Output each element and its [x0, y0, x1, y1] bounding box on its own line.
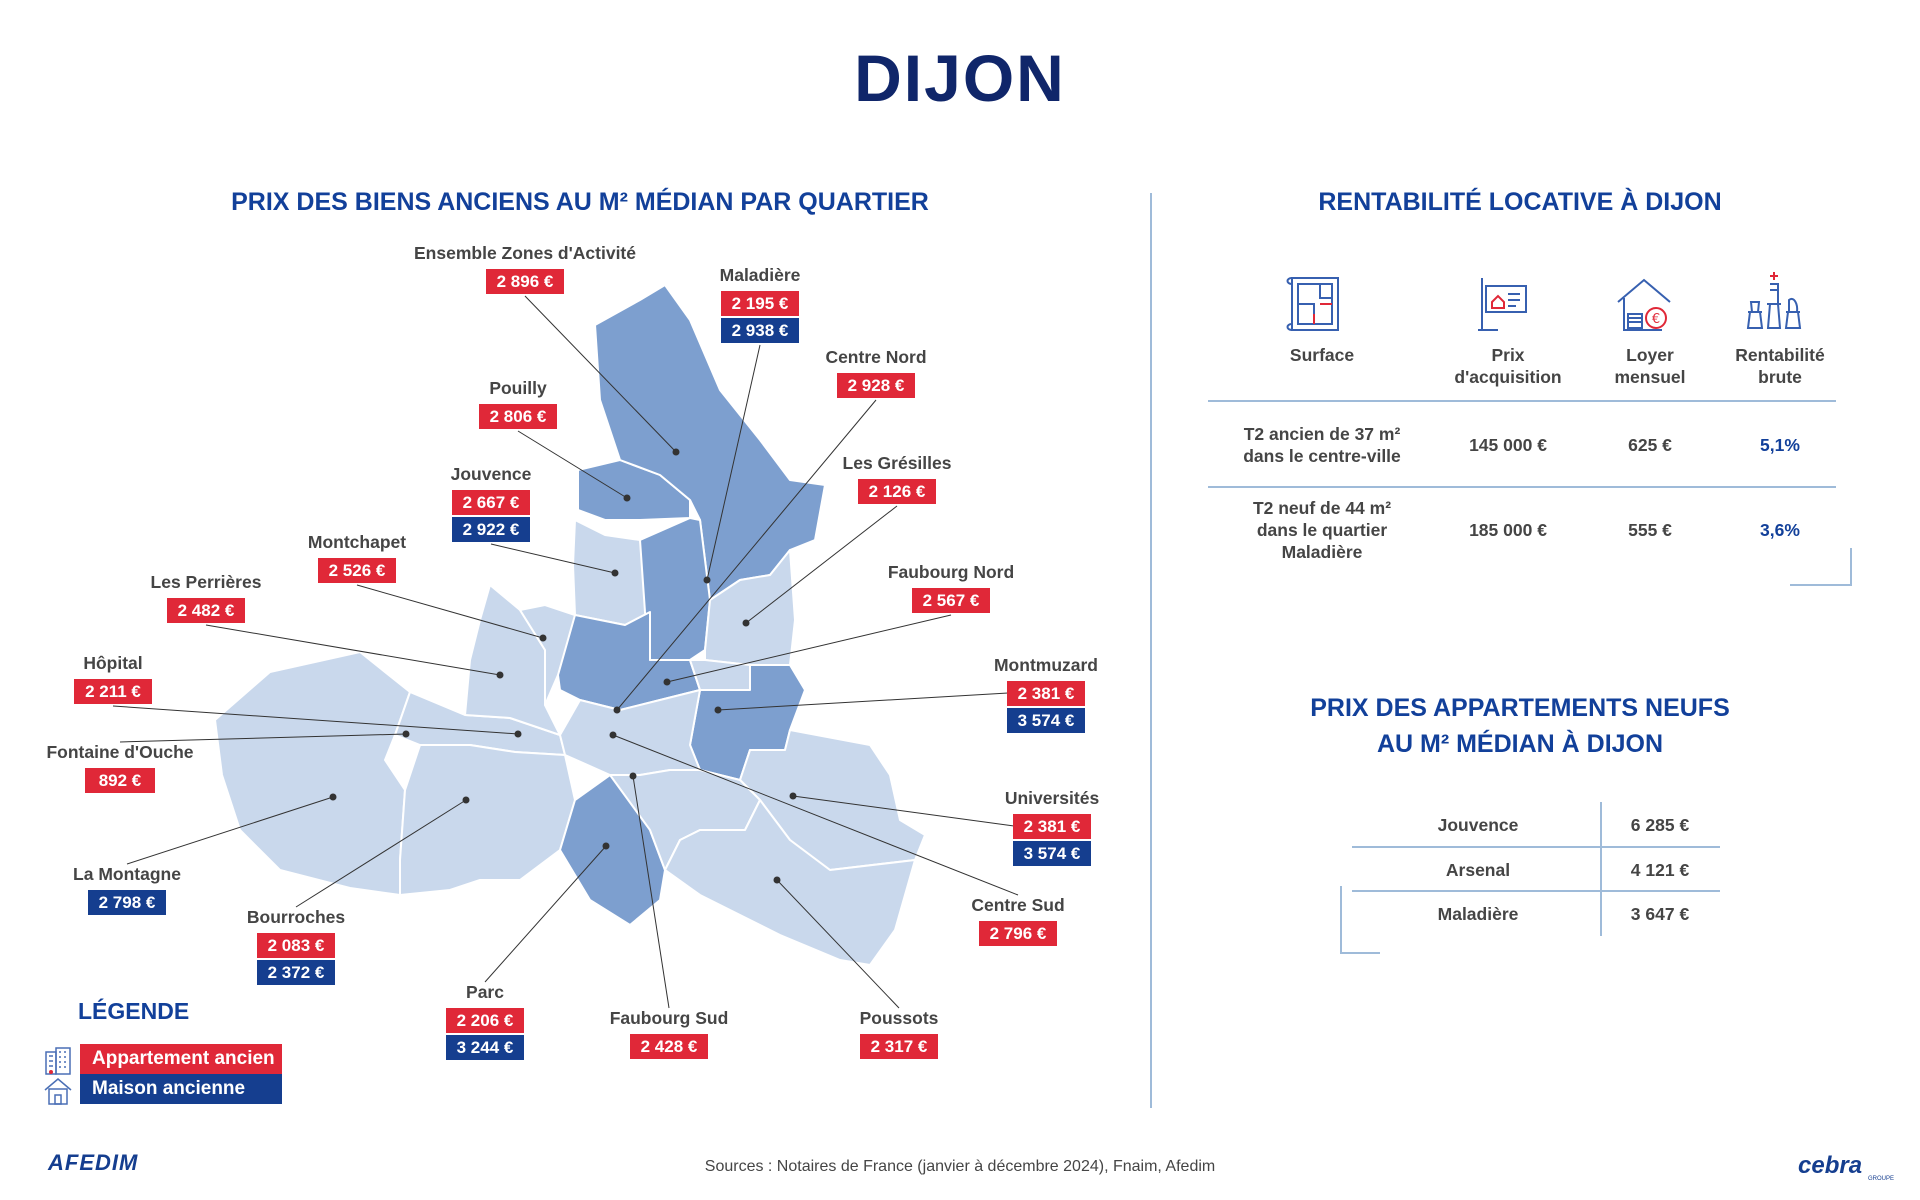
district-label-montchapet: Montchapet: [307, 532, 407, 552]
district-label-pouilly: Pouilly: [489, 378, 547, 398]
rental-section-title: RENTABILITÉ LOCATIVE À DIJON: [1318, 188, 1722, 216]
section-divider: [1150, 193, 1152, 1108]
district-label-la-montagne: La Montagne: [73, 864, 181, 884]
district-marker-montchapet: [540, 635, 547, 642]
district-label-bourroches: Bourroches: [246, 907, 346, 927]
district-label-montmuzard: Montmuzard: [993, 655, 1099, 675]
district-label-faubourg-sud: Faubourg Sud: [609, 1008, 729, 1028]
rental-surface-cell: T2 neuf de 44 m² dans le quartier Maladière: [1252, 498, 1392, 562]
rental-rent-cell: 625 €: [1628, 435, 1672, 455]
apartment-price-universites: 2 381 €: [1013, 814, 1091, 839]
district-marker-bourroches: [463, 797, 470, 804]
new-price-district: Jouvence: [1437, 815, 1519, 835]
rental-rent-cell: 555 €: [1628, 520, 1672, 540]
rental-yield-cell: 3,6%: [1760, 520, 1800, 540]
district-bourroches: [400, 745, 575, 895]
cebra-logo: cebra: [1798, 1152, 1863, 1179]
district-label-universites: Universités: [1004, 788, 1100, 808]
apartment-price-les-perrieres: 2 482 €: [167, 598, 245, 623]
district-label-parc: Parc: [466, 982, 504, 1002]
new-prices-row-divider-1: [1352, 846, 1720, 848]
apartment-price-poussots: 2 317 €: [860, 1034, 938, 1059]
district-marker-universites: [790, 793, 797, 800]
rental-price-cell: 145 000 €: [1469, 435, 1547, 455]
rental-surface-cell: T2 ancien de 37 m² dans le centre-ville: [1243, 424, 1401, 466]
apartment-price-maladiere: 2 195 €: [721, 291, 799, 316]
new-price-value: 4 121 €: [1630, 860, 1690, 880]
house-price-la-montagne: 2 798 €: [88, 890, 166, 915]
floor-plan-icon: [1284, 274, 1344, 334]
district-marker-centre-sud: [610, 732, 617, 739]
apartment-price-centre-sud: 2 796 €: [979, 921, 1057, 946]
district-marker-jouvence: [612, 570, 619, 577]
new-prices-title-line2: AU M² MÉDIAN À DIJON: [1376, 730, 1664, 758]
apartment-price-montchapet: 2 526 €: [318, 558, 396, 583]
rental-column-header: Surface: [1289, 345, 1355, 365]
district-marker-la-montagne: [330, 794, 337, 801]
map-section-title: PRIX DES BIENS ANCIENS AU M² MÉDIAN PAR QUARTIER: [231, 188, 929, 216]
new-prices-title: [1235, 690, 1805, 762]
district-label-ensemble-zones-d-activite: Ensemble Zones d'Activité: [414, 243, 636, 263]
apartment-price-parc: 2 206 €: [446, 1008, 524, 1033]
district-marker-faubourg-sud: [630, 773, 637, 780]
rental-column-header: Rentabilité brute: [1735, 345, 1825, 387]
district-marker-fontaine-d-ouche: [403, 731, 410, 738]
new-prices-column-divider: [1600, 802, 1602, 936]
apartment-price-pouilly: 2 806 €: [479, 404, 557, 429]
district-marker-poussots: [774, 877, 781, 884]
rental-corner-horizontal: [1790, 584, 1852, 586]
apartment-price-bourroches: 2 083 €: [257, 933, 335, 958]
district-marker-hopital: [515, 731, 522, 738]
rental-price-cell: 185 000 €: [1469, 520, 1547, 540]
house-price-bourroches: 2 372 €: [257, 960, 335, 985]
house-icon: [42, 1075, 74, 1107]
district-marker-pouilly: [624, 495, 631, 502]
apartment-price-faubourg-sud: 2 428 €: [630, 1034, 708, 1059]
district-label-les-gresilles: Les Grésilles: [842, 453, 952, 473]
district-marker-les-perrieres: [497, 672, 504, 679]
legend-house-label: Maison ancienne: [80, 1074, 282, 1104]
district-label-fontaine-d-ouche: Fontaine d'Ouche: [46, 742, 194, 762]
sale-sign-icon: [1474, 274, 1534, 334]
new-prices-corner-vertical: [1340, 886, 1342, 954]
apartment-price-hopital: 2 211 €: [74, 679, 152, 704]
rental-row-divider: [1208, 486, 1836, 488]
district-marker-les-gresilles: [743, 620, 750, 627]
cebra-logo-subtitle: GROUPE: [1868, 1176, 1895, 1182]
district-label-centre-nord: Centre Nord: [825, 347, 927, 367]
district-marker-faubourg-nord: [664, 679, 671, 686]
district-marker-centre-nord: [614, 707, 621, 714]
apartment-price-les-gresilles: 2 126 €: [858, 479, 936, 504]
district-label-jouvence: Jouvence: [450, 464, 532, 484]
apartment-price-ensemble-zones-d-activite: 2 896 €: [486, 269, 564, 294]
apartment-price-centre-nord: 2 928 €: [837, 373, 915, 398]
new-prices-title-line1: PRIX DES APPARTEMENTS NEUFS: [1310, 694, 1730, 722]
new-prices-row-divider-2: [1352, 890, 1720, 892]
page-title: DIJON: [854, 41, 1066, 115]
house-euro-icon: [1614, 274, 1674, 334]
apartment-price-jouvence: 2 667 €: [452, 490, 530, 515]
apartment-price-fontaine-d-ouche: 892 €: [85, 768, 155, 793]
district-label-poussots: Poussots: [859, 1008, 939, 1028]
chess-pieces-icon: [1742, 270, 1806, 334]
legend-apartment-label: Appartement ancien: [80, 1044, 282, 1074]
rental-column-header: Prix d'acquisition: [1454, 345, 1562, 387]
district-marker-montmuzard: [715, 707, 722, 714]
house-price-montmuzard: 3 574 €: [1007, 708, 1085, 733]
new-price-value: 3 647 €: [1630, 904, 1690, 924]
rental-corner-vertical: [1850, 548, 1852, 586]
district-marker-ensemble-zones-d-activite: [673, 449, 680, 456]
house-price-maladiere: 2 938 €: [721, 318, 799, 343]
rental-column-header: Loyer mensuel: [1614, 345, 1686, 387]
new-price-value: 6 285 €: [1630, 815, 1690, 835]
house-price-parc: 3 244 €: [446, 1035, 524, 1060]
legend-title: LÉGENDE: [78, 998, 190, 1024]
district-label-centre-sud: Centre Sud: [971, 895, 1065, 915]
apartment-price-montmuzard: 2 381 €: [1007, 681, 1085, 706]
district-marker-maladiere: [704, 577, 711, 584]
district-label-faubourg-nord: Faubourg Nord: [887, 562, 1015, 582]
svg-text:€: €: [1651, 312, 1661, 327]
district-marker-parc: [603, 843, 610, 850]
district-label-maladiere: Maladière: [719, 265, 801, 285]
new-price-district: Maladière: [1437, 904, 1519, 924]
sources-note: Sources : Notaires de France (janvier à décembre 2024), Fnaim, Afedim: [704, 1158, 1216, 1175]
rental-yield-cell: 5,1%: [1760, 435, 1800, 455]
apartment-building-icon: [42, 1046, 74, 1078]
district-shapes: [215, 285, 925, 965]
apartment-price-faubourg-nord: 2 567 €: [912, 588, 990, 613]
house-price-universites: 3 574 €: [1013, 841, 1091, 866]
house-price-jouvence: 2 922 €: [452, 517, 530, 542]
district-label-les-perrieres: Les Perrières: [150, 572, 262, 592]
new-prices-corner-horizontal: [1340, 952, 1380, 954]
district-label-hopital: Hôpital: [83, 653, 143, 673]
new-price-district: Arsenal: [1445, 860, 1511, 880]
rental-header-divider: [1208, 400, 1836, 402]
afedim-logo: AFEDIM: [48, 1150, 139, 1175]
